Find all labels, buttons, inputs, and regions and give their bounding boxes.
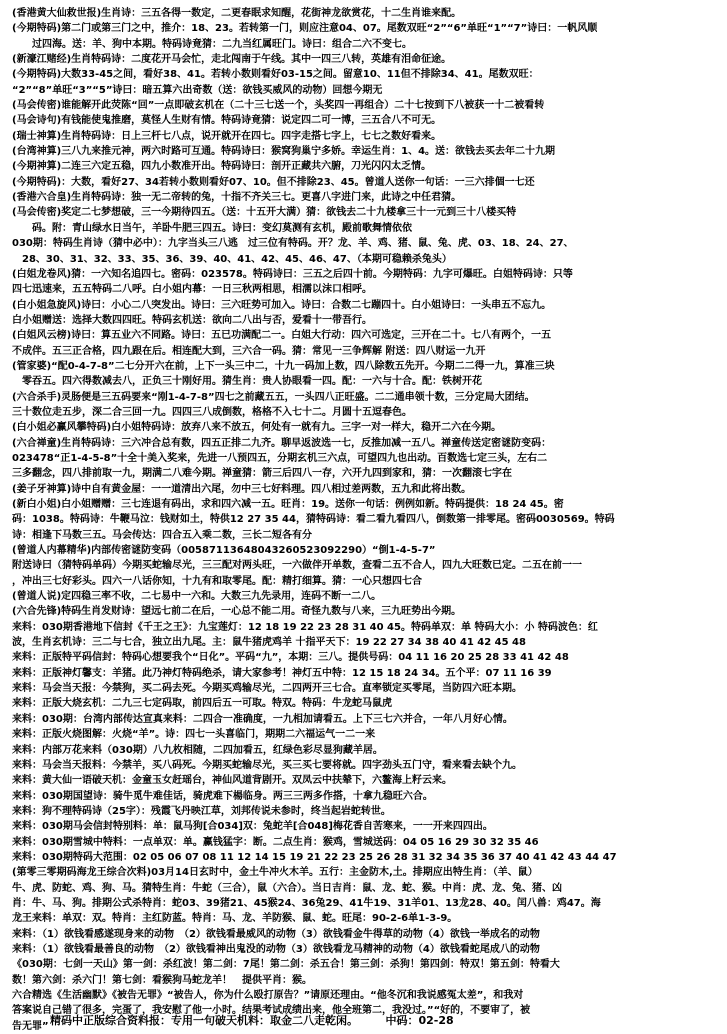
footer-banner: 精码中正版综合资料报：专用一句破天机料：取金二八走乾闲。 中码：02-28 [50, 1014, 454, 1027]
text-line: 码：1038。特码诗：牛鞭马泣：钱财如土，特供12 27 35 44，猜特码诗：看二看九看四八，倒数第一排零尾。密码0030569。特码 [12, 514, 615, 526]
text-line: (马会传密)奖定二七梦想破，三一今期待四五。（送：十五开大满）猜：欲钱去二十九楼拿三十一元到三十八楼买特 [12, 207, 517, 219]
text-line: 来料：030期：台湾内部传达宣真来料：二四合一准确度，一九相加请看五。上下三七六并合，一年八月好心情。 [12, 713, 513, 725]
text-line: (曾道人内幕精华)内部传密谜防变码（00587113648043260523092290）“倒1-4-5-7” [12, 545, 436, 557]
text-line: (六合杀手)灵肠便是三五码要来“刚1-4-7-8”四七之前藏五五，一头四八正旺盛。二二通串领十数，三分定局大团结。 [12, 391, 535, 403]
text-line: (香港黄大仙救世报)生肖诗：三五各得一数定，二更春眠求知醒，花街神龙欲赏花，十二生肖谁来配。 [12, 8, 462, 19]
text-line: (马会诗句)有钱能使鬼推磨，莫怪人生财有情。特码诗竟猜：说定四二可一博，三五合八不可无。 [12, 115, 442, 127]
text-line: 来料：正版特平码信封：特码心想要我个“日化”。平码“九”，本期：三八。提供号码：04 11 16 20 25 28 33 41 42 48 [12, 652, 569, 664]
text-line: 来料：030期雪城中特料：一点单双：单。赢钱猛字：断。二点生肖：猴鸡，雪城送码：04 05 16 29 30 32 35 46 [12, 836, 539, 848]
text-line: (六合禅童)生肖特码诗：三六冲合总有数，四五正排二九齐。聊早返波选一七，反推加减一五八。禅童传送定密谜防变码： [12, 437, 552, 449]
text-line: (新白小姐)白小姐赠赠：三七连退有码出，求和四六减一五。旺肖：19。送你一句话：例例如新。特码提供：18 24 45。密 [12, 499, 564, 510]
text-line: (新濠江赌经)生肖特码诗：二度花开马会忙，走北闯南于午线。其中一四三八转，英雄有泪命征途。 [12, 54, 452, 66]
text-line: 来料：正版火烧图解：火烧“羊”。诗：四七一头喜临门，期期二六福运气一二一来 [12, 729, 376, 741]
text-line: (管家婆)“配0-4-7-8”二七分开六在前，上下一头三中二，十九一码加上数，四八除数五先开。今期二二得一九，算准三块 [12, 360, 555, 372]
text-line: 来料：030期国望诗：骑牛觅牛难佳话，骑虎难下楊临身。两三三两多作搭，十拿九稳旺六合。 [12, 790, 433, 802]
text-line: 码。附：青山绿水日当午，羊卧牛肥三四五。诗曰：变幻莫测有玄机，殿前歌舞情依依 [12, 222, 412, 234]
text-line: 来料：030期香港地下信封《千王之王》：九宝莲灯：12 18 19 22 23 28 31 40 45。特码单双：单 特码大小：小 特码波色：红 [12, 621, 598, 633]
text-line: 诗：相逢下马数三五。马会传达：四合五入乘二数，三长二短各有分 [12, 529, 312, 541]
text-line: 波，生肖玄机诗：三二与七合，独立出九尾。主：鼠牛猪虎鸡羊 十指平天下：19 22 27 34 38 40 41 42 45 48 [12, 637, 526, 649]
text-line: 来料：030期马会信封特别料：单：鼠马狗[合034]双：兔蛇羊[合048]梅花香自苦寒来，一一开来四四出。 [12, 821, 493, 833]
text-line: 来料：030期特码大范围：02 05 06 07 08 11 12 14 15 19 21 22 23 25 26 28 31 32 34 35 36 37 40 41 42 43 44 47 [12, 851, 617, 863]
text-line: 来料：马会当天报：今禁狗，买二码去死。今期买鸡输尽光，二四两开三七合。直率锁定买零尾，当防四六旺本期。 [12, 683, 522, 695]
text-line: 数！第六剑：杀六门！第七剑：看猴狗马蛇龙羊！ 提供平肖：猴。 [12, 974, 312, 986]
text-line: 四七迅速来，五五特码二八呼。白小姐内幕：一日三秋两相思，相濡以沫口相呼。 [12, 284, 372, 296]
text-line: (今期特码)：大数，看好27、34若转小数则看好07、10。但不排除23、45。曾道人送你一句话：一三六排個一七还 [12, 176, 535, 188]
text-line: 零吞五。四六得数减去八，正负三十刚好用。猜生肖：贵人协眼看一四。配：一六与十合。配：铁树开花 [12, 376, 482, 388]
text-line: (香港六合皇)生肖特码诗：独一无二帝转的兔，十指不齐关三七。更喜八字进门来，此诗之中任君猜。 [12, 192, 462, 204]
text-line: 不成伴。五三正合格，四九跟在后。相连配大到，三六合一码。猜：常见一三争辉解 附送：四八财运一九开 [12, 345, 486, 357]
text-line: (白姐龙卷风)猜：一六知名追四七。密码：023578。特码诗曰：三五之后四十前。今期特码：九字可爆旺。白姐特码诗：只等 [12, 268, 573, 280]
text-line: 龙王来料：单双：双。特肖：主红防蓝。特肖：马、龙、羊防猴、鼠、蛇。旺尾：90-2-6单1-3-9。 [12, 913, 458, 925]
text-line: 来料：（1）欲钱看感遂现身来的动物 （2）欲钱看最威风的动物（3）欲钱看金牛得草的动物（4）欲钱一举成名的动物 [12, 928, 540, 940]
text-line: (白小姐必赢风攀特码)白小姐特码诗：放弃八来不放五，何处有一就有九。三字一对一样大，稳开二六在今期。 [12, 422, 502, 434]
text-line: 来料：狗不理特码诗（25字）：残霞飞丹映江草，刘邦传说未参时，终当起岩蛇转世。 [12, 805, 391, 817]
text-line: 023478“正1-4-5-8”十全十美入奖来，先进一八预四五，分期玄机三六点，可望四九也出动。百数选七定三头，左右二 [12, 452, 548, 464]
text-line: 28、30、31、32、33、35、36、39、40、41、42、45、46、47、（本期可稳赖杀兔头） [12, 253, 452, 265]
text-line: 白小姐赠送：选择大数四四旺。特码玄机送：欲向二八出与否，爱看十一带吾行。 [12, 314, 372, 326]
text-line: (姜子牙神算)诗中自有黄金屋：一一道清出六尾，勿中三七好料理。四八相过差两数，五九和此将出数。 [12, 483, 472, 495]
text-line: (瑞士神算)生肖特码诗：日上三杆七八点，说开就开在四七。四字走搭七字上，七七之数好看来。 [12, 130, 442, 142]
text-line: “2”“8”单旺“3”“5”诗曰：暗五算六出奇数（送：欲钱买威风的动物）回想今期无 [12, 84, 383, 96]
text-line: (六合先锋)特码生肖发财诗：望远七前二在后，一心总不能二用。奇怪九数与八来，三九旺势出今期。 [12, 606, 462, 618]
text-line: 牛、虎、防蛇、鸡、狗、马。猜特生肖：牛蛇（三合），鼠（六合）。当日吉肖：鼠、龙、蛇、猴。中肖：虎、龙、兔、猪、凶 [12, 882, 562, 894]
text-line: (第零三零期码海龙王综合次料)03月14日玄时中，金土牛冲火木羊。五行：主金防木,土。排期应出特生肖：（羊、鼠） [12, 867, 538, 879]
text-line: 三多翻念，四八排前取一九，期满二八难今期。禅童猜：箭三后四八一存，六开九四到家和，猜：一次翻滚七字在 [12, 468, 512, 480]
text-line: 来料：正版大烧玄机：二九三七定码取，前四后五一可取。特双。特码：牛龙蛇马鼠虎 [12, 698, 392, 710]
text-line: 来料：马会当天报料：今禁羊，买八码死。今期买蛇输尽光，买三买七要将就。四字劲头五门守，看来看去缺个九。 [12, 759, 522, 771]
text-line: (白小姐急旋风)诗曰：小心二八突发出。诗曰：三六旺势可加入。诗曰：合数二七蹦四十。白小姐诗曰：一头串五不忘九。 [12, 299, 552, 311]
text-line: (今期特码)第二门或第三门之中，推介：18、23。若转第一门，则应注意04、07。尾数双旺“2”“6”单旺“1”“7”诗曰：一帆风顺 [12, 23, 598, 35]
text-line: 过四海。送：羊、狗中本期。特码诗竟猜：二九当红属旺门。诗曰：组合二六不变七。 [12, 38, 412, 50]
text-line: (今期特码)大数33-45之间，看好38、41。若转小数则看好03-15之间。留意10、11但不排除34、41。尾数双旺： [12, 69, 539, 81]
text-line: 030期：特码生肖诗（猜中必中）：九字当头三八逃 过三位有特码。开？龙、羊、鸡、猪、鼠、兔、虎、03、18、24、27、 [12, 238, 574, 250]
text-line: 三十数位走五步，深二合三回一九。四四三八成倒数，格格不入七十二。月圆十五逗春色。 [12, 406, 412, 418]
text-line: (台湾神算)三八九来推元神，两六时路可互通。特码诗曰：猴窝狗巢宁多娇。幸运生肖：1、4。送：欲钱去买去年二十九期 [12, 146, 556, 158]
text-line: 肖：牛、马、狗。排期公式杀特肖：蛇03、39猪21、45猴24、36兔29、41牛19、31羊01、13龙28、40。闰八兽：鸡47。海 [12, 897, 601, 909]
text-line: (白姐风云榜)诗曰：算五业六不同路。诗曰：五已功满配二一。白姐大行动：四六可选定，三开在二十。七八有两个，一五 [12, 330, 552, 342]
text-line: 答案说自己错了很多，完蛋了，我安慰了他一小时。结果考试成绩出来，他全班第二，我没过。”“好的，不要审了，被 [12, 1005, 531, 1017]
text-line: 六合精选《生活幽默》《被告无罪》“被告人，你为什么殴打原告？”请原还理由。“他冬沉和我说感冤太差”，和我对 [12, 990, 524, 1001]
text-line: (马会传密)谁能解开此荧陈“回”一点即破玄机在（二十三七送一个，头奖四一再组合）二十七按到下八被获一十二被看转 [12, 100, 545, 112]
text-line: (曾道人说)定四稳三率不收，二七易中一六和。大数三九先录用，连码不断一二八。 [12, 591, 382, 603]
text-line: 来料：黄大仙一语破天机：金童玉女赶瑶台，神仙风道背剧开。双凤云中扶辇下，六鳌海上籽云来。 [12, 775, 452, 787]
text-line: (今期神算)二连三六定五稳，四九小数准开出。特码诗曰：剖开正藏共六腑，刀光闪闪太乏情。 [12, 161, 432, 173]
text-line: 告无罪” [12, 1020, 49, 1032]
text-line: 来料：（1）欲钱看最善良的动物 （2）欲钱看神出鬼没的动物（3）欲钱看龙马精神的动物（4）欲钱看蛇尾成八的动物 [12, 943, 540, 955]
text-line: 附送诗曰（猜特码单码）今期买蛇输尽光，三三配对两头旺，一六做伴开单数，查看二五不合人，四九大旺数已定。二五在前一一 [12, 560, 582, 572]
text-line: 《030期：七剑一天山》第一剑：杀红波！第二剑：7尾！第二剑：杀五合！第三剑：杀狗！第四剑：特双！第五剑：特看大 [12, 959, 560, 971]
text-line: 来料：正版神灯馨支：羊猪。此乃神灯特码绝杀，请大家参考！神灯五中特：12 15 18 24 34。五个平：07 11 16 39 [12, 667, 552, 679]
text-line: 来料：内部万花来料（030期）八九枚相随，二四加看五，红绿色彩尽显狗藏羊居。 [12, 744, 383, 756]
text-line: ，冲出三七好彩头。四六一八话你知，十九有和取零尾。配：精打细算。猜：一心只想四七合 [12, 575, 422, 587]
